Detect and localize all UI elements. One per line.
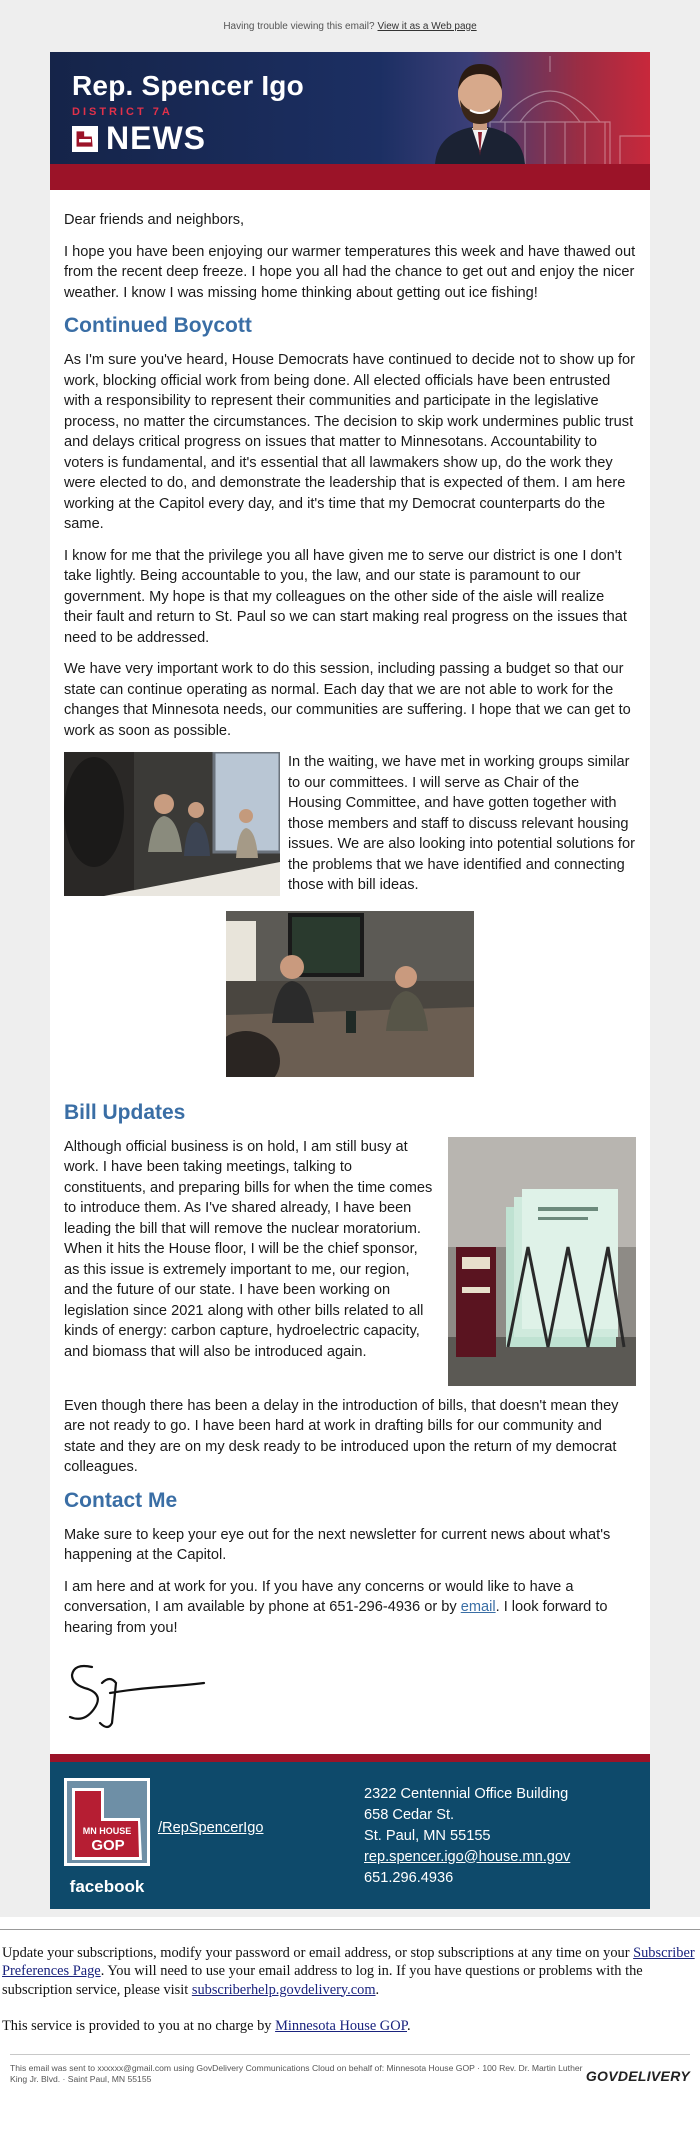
header-banner — [50, 52, 650, 190]
office-address — [364, 1784, 570, 1889]
minnesota-house-gop-link[interactable]: Minnesota House GOP — [275, 2018, 408, 2034]
heading-contact-me: Contact Me — [64, 1488, 178, 1512]
subscription-notice — [2, 1944, 698, 2000]
facebook-handle-link[interactable]: /RepSpencerIgo — [158, 1819, 264, 1836]
address-line-2: 658 Cedar St. — [364, 1806, 455, 1823]
district-label: DISTRICT 7A — [72, 106, 173, 118]
fine-divider — [10, 2054, 690, 2055]
logo-line-1: MN HOUSE — [82, 1825, 132, 1836]
address-line-1: 2322 Centennial Office Building — [364, 1785, 569, 1802]
boycott-paragraph-3: We have very important work to do this session, including passing a budget so that our state can continue operating as normal. Each day that we are not able to work for the changes that Minnesota needs, our communities are suffering. I hope that we can get to work as soon as possible. — [64, 661, 631, 739]
office-phone: 651.296.4936 — [364, 1869, 454, 1886]
preheader — [0, 0, 700, 52]
news-wordmark: NEWS — [106, 120, 206, 156]
boycott-paragraph-4: In the waiting, we have met in working groups similar to our committees. I will serve as Chair of the Housing Committee, and have gotten together with those members and staff to discuss relevant housing issues. We are also looking into potential solutions for the problems that we have identified and connecting those with bill ideas. — [288, 754, 635, 893]
representative-name: Rep. Spencer Igo — [72, 70, 304, 101]
bills-paragraph-1: Although official business is on hold, I am still busy at work. I have been taking meetings, talking to constituents, and preparing bills for when the time comes to introduce them. As I've shared already, I have been leading the bill that will remove the nuclear moratorium. When it hits the House floor, I will be the chief sponsor, as this issue is extremely important to me, our region, and the future of our state. I have been working on legislation since 2021 along with other bills related to all kinds of energy: carbon capture, hydroelectric capacity, and biomass that will also be introduced again. — [64, 1138, 433, 1360]
mn-house-gop-facebook-logo[interactable] — [64, 1778, 150, 1898]
address-line-3: St. Paul, MN 55155 — [364, 1827, 491, 1844]
subscription-text-a: Update your subscriptions, modify your password or email address, or stop subscriptions at any time on your — [2, 1944, 634, 1961]
service-text-a: This service is provided to you at no charge by — [2, 2018, 276, 2034]
contact-paragraph-1: Make sure to keep your eye out for the next newsletter for current news about what's happening at the Capitol. — [64, 1526, 611, 1563]
govdelivery-logo: GOVDELIVERY — [585, 2067, 690, 2084]
logo-line-2: GOP — [91, 1836, 125, 1854]
email-body — [50, 52, 650, 1909]
govdelivery-footer — [0, 1944, 700, 2036]
contact-text-before: I am here and at work for you. If you have any concerns or would like to have a conversation, I am available by phone at 651-296-4936 or by — [64, 1578, 574, 1615]
representative-portrait — [430, 52, 530, 164]
handwritten-signature — [64, 1653, 224, 1731]
service-notice — [2, 2017, 698, 2036]
committee-meeting-photo — [226, 911, 474, 1077]
contact-text-after: . I look forward to hearing from you! — [64, 1599, 608, 1636]
divider — [0, 1929, 700, 1930]
subscriber-preferences-link[interactable]: Subscriber Preferences Page — [2, 1944, 695, 1979]
contact-footer — [50, 1754, 650, 1909]
bills-paragraph-2: Even though there has been a delay in the introduction of bills, that doesn't mean they are not ready to go. I have been hard at work in drafting bills for our community and state and they are on my desk ready to be introduced upon the return of my democrat colleagues. — [64, 1397, 619, 1475]
view-web-page-link[interactable]: View it as a Web page — [377, 20, 477, 32]
subscription-text-c: . — [375, 1981, 380, 1998]
contact-paragraph-2 — [64, 1577, 636, 1639]
header-accent-bar — [50, 164, 650, 190]
boycott-paragraph-1: As I'm sure you've heard, House Democrats have continued to decide not to show up for work, blocking official work from being done. All elected officials have been entrusted with a responsibility to represent their communities and participate in the legislative process, no matter the circumstances. The decision to skip work undermines public trust and delays critical progress on issues that matter to Minnesotans. Accountability to voters is fundamental, and it's essential that all lawmakers show up, do the work they were elected to do, and demonstrate the leadership that is expected of them. I am here working at the Capitol every day, and it's time that my Democrat counterparts do the same. — [64, 352, 635, 532]
heading-continued-boycott: Continued Boycott — [64, 314, 252, 337]
heading-bill-updates: Bill Updates — [64, 1100, 186, 1124]
service-text-b: . — [407, 2018, 411, 2034]
desk-files-photo — [448, 1137, 636, 1386]
working-group-meeting-photo — [64, 752, 280, 896]
subscriber-help-link[interactable]: subscriberhelp.govdelivery.com — [191, 1981, 376, 1998]
boycott-paragraph-2: I know for me that the privilege you all have given me to serve our district is one I don't take lightly. Being accountable to you, the law, and our state is paramount to our government. My hope is that my colleagues on the other side of the aisle will realize their fault and return to St. Paul so we can start making real progress on the issues that need to be addressed. — [64, 547, 627, 646]
office-email-link[interactable]: rep.spencer.igo@house.mn.gov — [364, 1848, 571, 1865]
greeting: Dear friends and neighbors, — [64, 212, 245, 228]
sent-to-notice: This email was sent to xxxxxx@gmail.com using GovDelivery Communications Cloud on behalf of: Minnesota House GOP · 100 Rev. Dr. Martin Luther King Jr. Blvd. · Saint Paul, MN 55155 — [10, 2062, 583, 2084]
house-gop-logo-icon — [72, 126, 98, 152]
fine-print — [0, 2063, 700, 2115]
email-link[interactable]: email — [460, 1599, 496, 1615]
intro-paragraph: I hope you have been enjoying our warmer temperatures this week and have thawed out from the recent deep freeze. I hope you all had the chance to get out and enjoy the nicer weather. I know I was missing home thinking about getting out ice fishing! — [64, 243, 636, 301]
facebook-wordmark: facebook — [69, 1876, 145, 1896]
newsletter-content — [50, 190, 650, 1754]
preheader-text: Having trouble viewing this email? — [223, 20, 375, 32]
subscription-text-b: . You will need to use your email address to log in. If you have questions or problems with the subscription service, please visit — [2, 1963, 643, 1998]
